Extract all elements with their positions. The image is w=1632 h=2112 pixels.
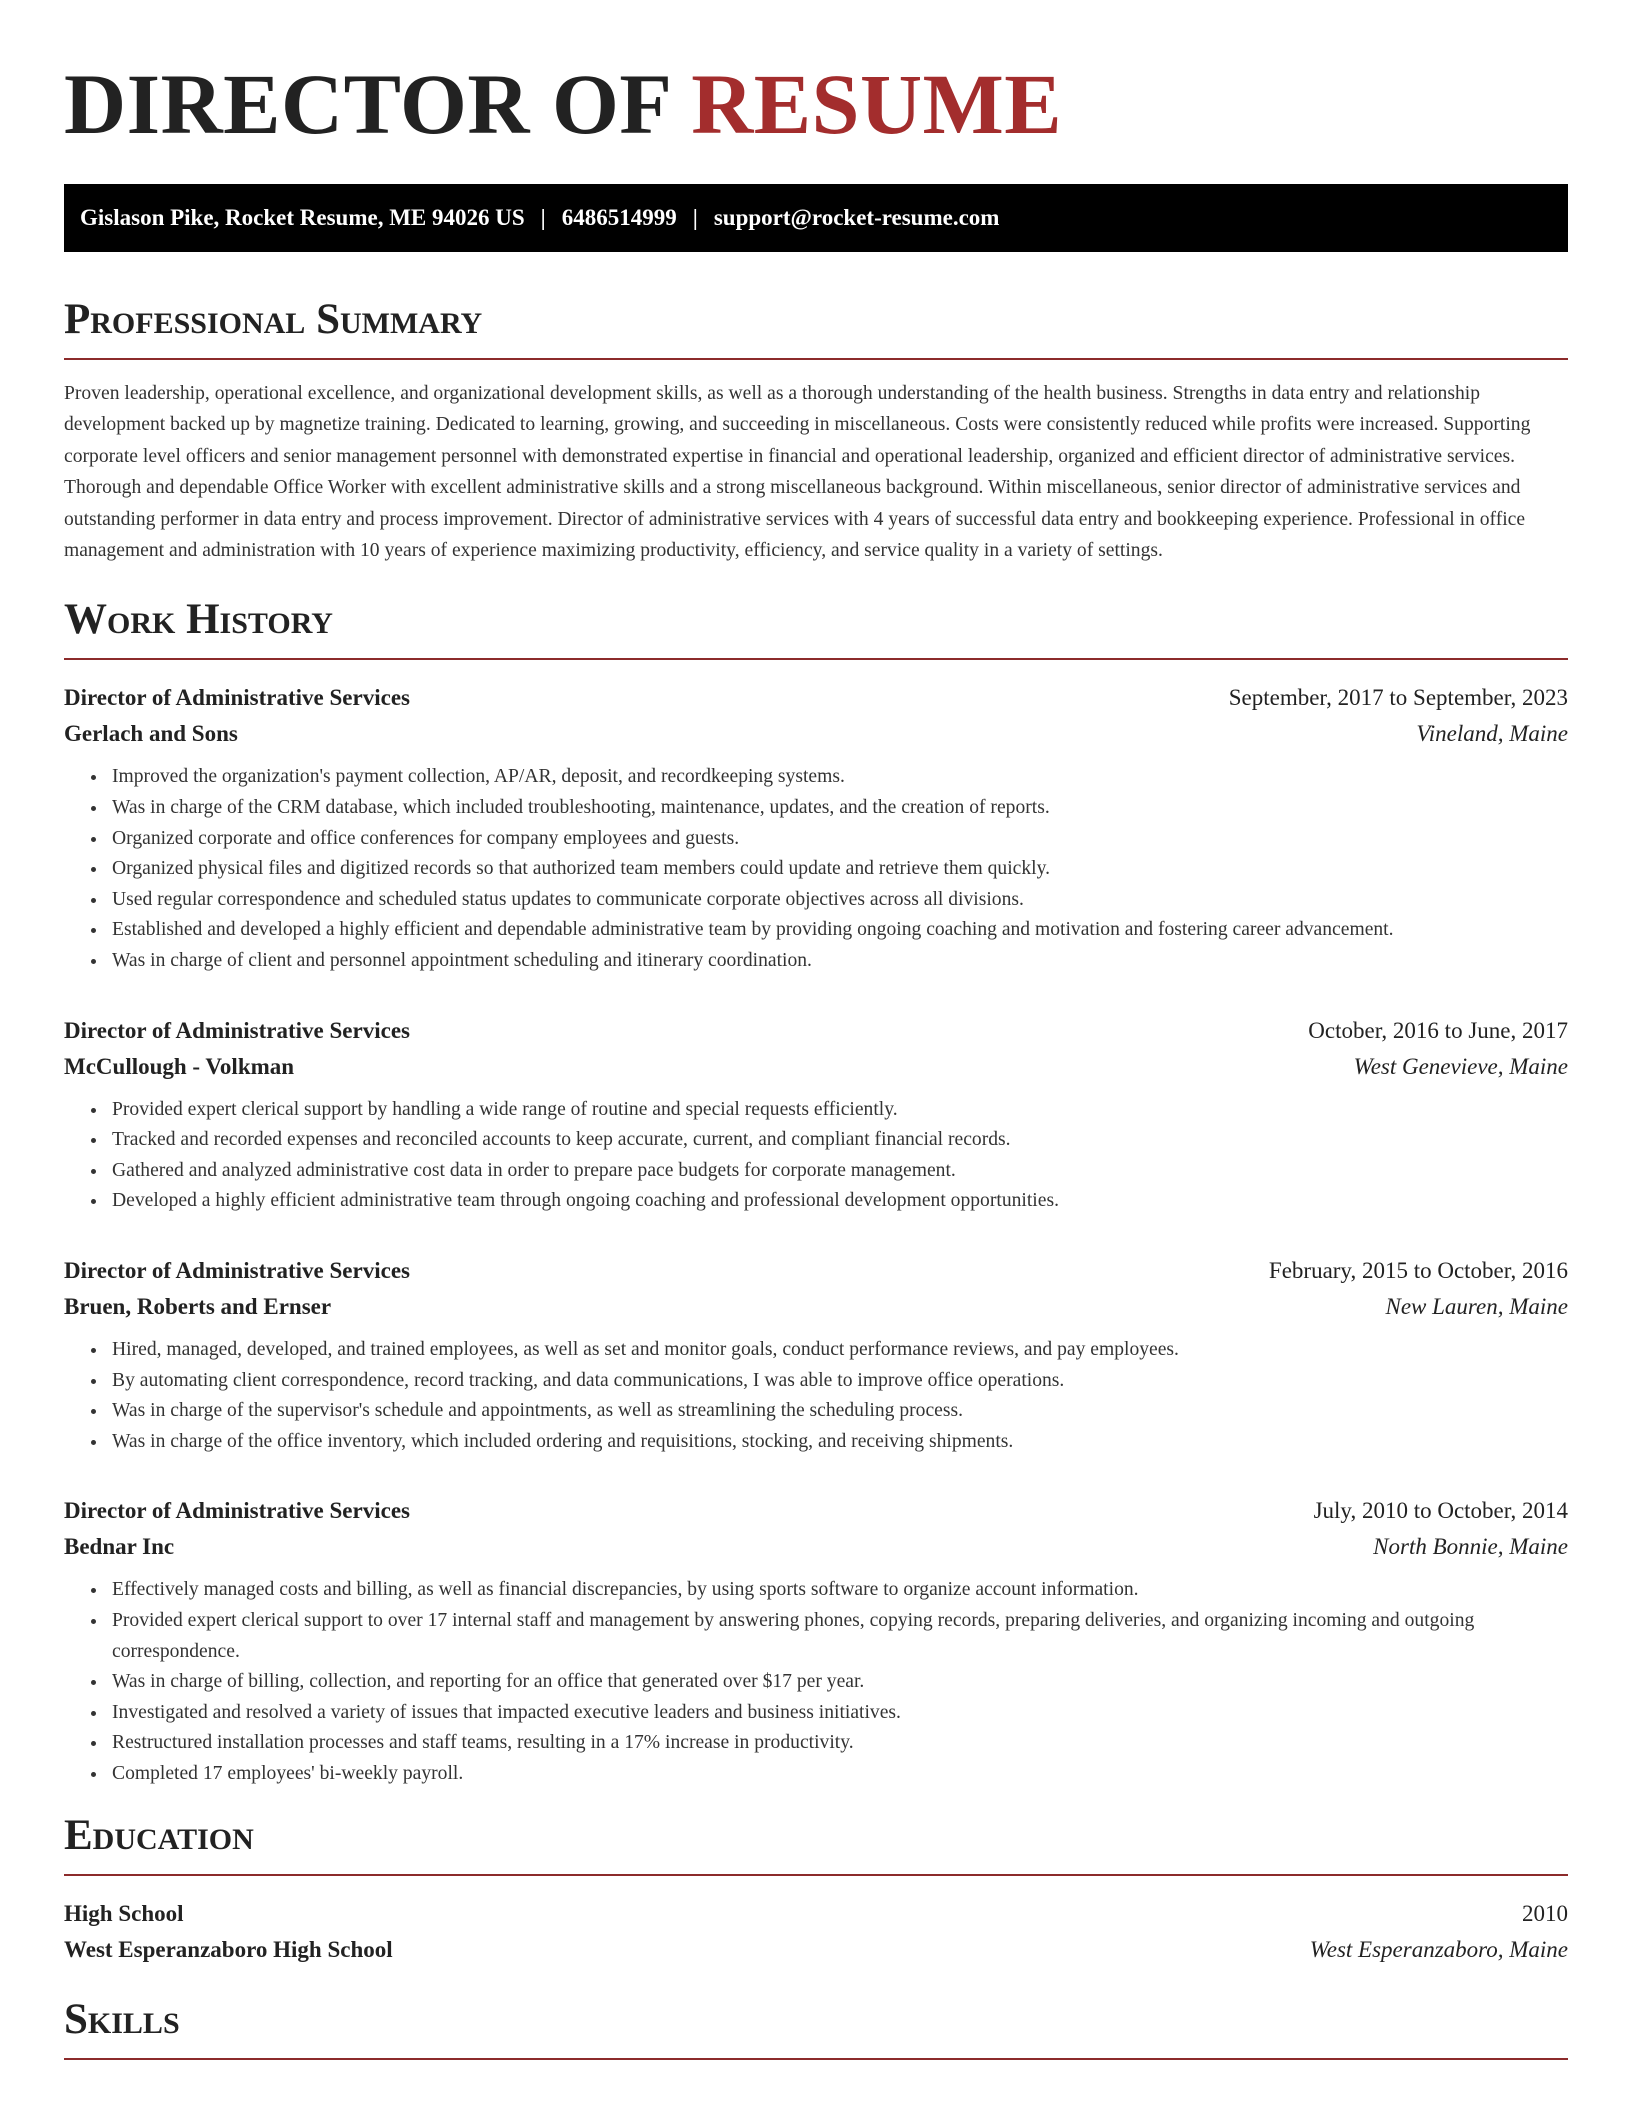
job-company-row	[64, 1289, 1568, 1325]
summary-section	[64, 294, 1568, 566]
job-title: Director of Administrative Services	[64, 685, 410, 711]
list-item: • Organized physical files and digitized records so that authorized team members could update and retrieve them quickly.	[108, 854, 1568, 885]
section-title-summary: Professional Summary	[64, 296, 483, 343]
list-item: • Organized corporate and office conferences for company employees and guests.	[108, 824, 1568, 855]
job-bullets	[64, 762, 1568, 976]
contact-separator: |	[692, 205, 698, 230]
list-item: • Was in charge of billing, collection, and reporting for an office that generated over $17 per year.	[108, 1667, 1568, 1698]
education-section	[64, 1810, 1568, 1968]
name-part-1: DIRECTOR OF	[64, 56, 670, 152]
section-title-education: Education	[64, 1811, 254, 1859]
section-divider	[64, 658, 1568, 660]
job-entry	[64, 1013, 1568, 1217]
job-header-row	[64, 680, 1568, 716]
list-item: • Effectively managed costs and billing, as well as financial discrepancies, by using sports software to organize account information.	[108, 1575, 1568, 1606]
list-item: • Hired, managed, developed, and trained employees, as well as set and monitor goals, conduct performance reviews, and pay employees.	[108, 1335, 1568, 1366]
job-company: Bruen, Roberts and Ernser	[64, 1293, 332, 1319]
job-location: New Lauren, Maine	[1385, 1293, 1568, 1319]
job-company-row	[64, 716, 1568, 752]
job-dates: October, 2016 to June, 2017	[1308, 1017, 1568, 1043]
job-title: Director of Administrative Services	[64, 1257, 410, 1283]
section-divider	[64, 1874, 1568, 1876]
job-company-row	[64, 1529, 1568, 1565]
job-company: McCullough - Volkman	[64, 1053, 295, 1079]
job-dates: July, 2010 to October, 2014	[1313, 1498, 1568, 1524]
job-header-row	[64, 1493, 1568, 1529]
education-header-row	[64, 1896, 1568, 1932]
contact-phone: 6486514999	[561, 205, 677, 230]
list-item: • Tracked and recorded expenses and reconciled accounts to keep accurate, current, and compliant financial records.	[108, 1125, 1568, 1156]
job-company: Bednar Inc	[64, 1534, 175, 1560]
job-entry	[64, 1253, 1568, 1457]
job-title: Director of Administrative Services	[64, 1498, 410, 1524]
job-company: Gerlach and Sons	[64, 721, 238, 747]
list-item: • By automating client correspondence, record tracking, and data communications, I was able to improve office operations.	[108, 1366, 1568, 1397]
education-school-row	[64, 1932, 1568, 1968]
section-title-skills: Skills	[64, 1995, 180, 2043]
list-item: • Gathered and analyzed administrative cost data in order to prepare pace budgets for corporate management.	[108, 1156, 1568, 1187]
list-item: • Completed 17 employees' bi-weekly payroll.	[108, 1759, 1568, 1790]
section-divider	[64, 2058, 1568, 2060]
contact-separator: |	[540, 205, 546, 230]
name-part-2: RESUME	[691, 56, 1063, 152]
work-history-section	[64, 594, 1568, 1789]
education-location: West Esperanzaboro, Maine	[1309, 1936, 1568, 1962]
list-item: • Established and developed a highly efficient and dependable administrative team by providing ongoing coaching and motivation and fostering career advancement.	[108, 915, 1568, 946]
list-item: • Improved the organization's payment collection, AP/AR, deposit, and recordkeeping systems.	[108, 762, 1568, 793]
education-school: West Esperanzaboro High School	[64, 1936, 393, 1962]
list-item: • Was in charge of the office inventory, which included ordering and requisitions, stocking, and receiving shipments.	[108, 1427, 1568, 1458]
job-title: Director of Administrative Services	[64, 1017, 410, 1043]
resume-name	[64, 56, 1568, 152]
list-item: • Investigated and resolved a variety of issues that impacted executive leaders and business initiatives.	[108, 1698, 1568, 1729]
job-bullets	[64, 1335, 1568, 1457]
section-divider	[64, 358, 1568, 360]
contact-address: Gislason Pike, Rocket Resume, ME 94026 US	[80, 205, 525, 230]
job-location: West Genevieve, Maine	[1353, 1053, 1568, 1079]
education-degree: High School	[64, 1900, 184, 1926]
list-item: • Provided expert clerical support by handling a wide range of routine and special requests efficiently.	[108, 1095, 1568, 1126]
list-item: • Was in charge of client and personnel appointment scheduling and itinerary coordination.	[108, 946, 1568, 977]
job-company-row	[64, 1049, 1568, 1085]
summary-text: Proven leadership, operational excellence, and organizational development skills, as well as a thorough understanding of the health business. Strengths in data entry and relationship development backed up by magnetize training. Dedicated to learning, growing, and succeeding in miscellaneous. Costs were consistently reduced while profits were increased. Supporting corporate level officers and senior management personnel with demonstrated expertise in financial and operational leadership, organized and efficient director of administrative services. Thorough and dependable Office Worker with excellent administrative skills and a strong miscellaneous background. Within miscellaneous, senior director of administrative services and outstanding performer in data entry and process improvement. Director of administrative services with 4 years of successful data entry and bookkeeping experience. Professional in office management and administration with 10 years of experience maximizing productivity, efficiency, and service quality in a variety of settings.	[64, 383, 1531, 562]
list-item: • Was in charge of the supervisor's schedule and appointments, as well as streamlining the scheduling process.	[108, 1396, 1568, 1427]
job-dates: September, 2017 to September, 2023	[1228, 685, 1568, 711]
job-location: Vineland, Maine	[1416, 721, 1568, 747]
job-entry	[64, 680, 1568, 976]
job-bullets	[64, 1575, 1568, 1789]
list-item: • Provided expert clerical support to over 17 internal staff and management by answering phones, copying records, preparing deliveries, and organizing incoming and outgoing correspondence.	[108, 1606, 1568, 1667]
list-item: • Was in charge of the CRM database, which included troubleshooting, maintenance, updates, and the creation of reports.	[108, 793, 1568, 824]
skills-section	[64, 1994, 1568, 2060]
job-entry	[64, 1493, 1568, 1789]
job-dates: February, 2015 to October, 2016	[1268, 1257, 1568, 1283]
education-year: 2010	[1522, 1900, 1568, 1926]
contact-bar	[64, 184, 1568, 252]
job-header-row	[64, 1013, 1568, 1049]
list-item: • Restructured installation processes and staff teams, resulting in a 17% increase in productivity.	[108, 1728, 1568, 1759]
list-item: • Used regular correspondence and scheduled status updates to communicate corporate objectives across all divisions.	[108, 885, 1568, 916]
education-entry	[64, 1896, 1568, 1968]
job-header-row	[64, 1253, 1568, 1289]
job-bullets	[64, 1095, 1568, 1217]
job-location: North Bonnie, Maine	[1373, 1534, 1568, 1560]
list-item: • Developed a highly efficient administrative team through ongoing coaching and professional development opportunities.	[108, 1186, 1568, 1217]
contact-email[interactable]: support@rocket-resume.com	[713, 205, 1000, 230]
section-title-work-history: Work History	[64, 596, 333, 644]
